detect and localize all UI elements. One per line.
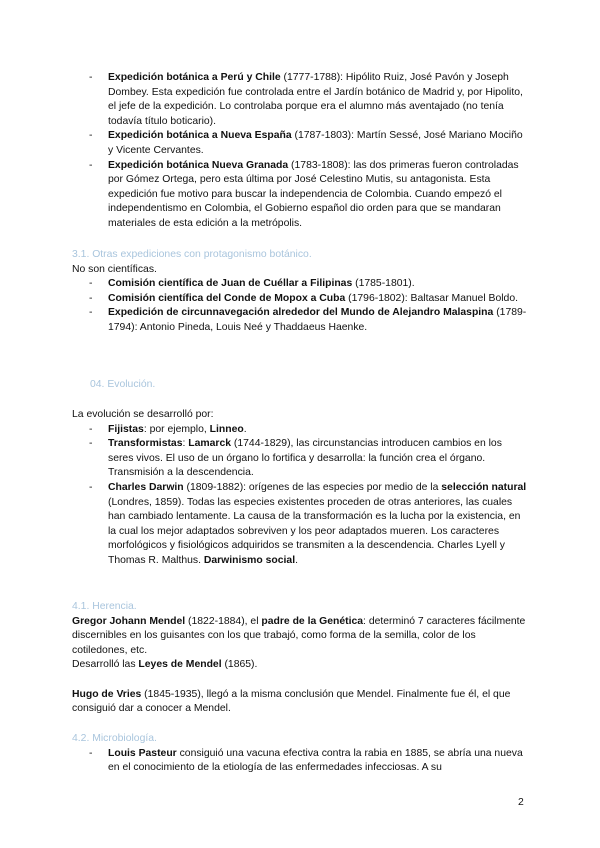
item-title: Charles Darwin xyxy=(108,481,184,493)
item-text: : xyxy=(182,438,189,450)
list-item xyxy=(72,747,530,776)
paragraph-text: Desarrolló las xyxy=(72,659,139,671)
paragraph xyxy=(72,615,530,659)
microbiology-list xyxy=(72,747,530,776)
item-text: (1796-1802): Baltasar Manuel Boldo. xyxy=(345,292,518,304)
section-heading: 4.2. Microbiología. xyxy=(72,733,157,744)
paragraph xyxy=(72,658,530,673)
item-text: (1787-1803): Martín Sessé, José Mariano Mociño y Vicente Cervantes. xyxy=(108,130,523,156)
list-item xyxy=(72,306,530,335)
expeditions-list xyxy=(72,71,530,232)
section-4-2 xyxy=(72,732,530,776)
evolution-list xyxy=(72,423,530,569)
item-text: : por ejemplo, xyxy=(143,423,210,435)
item-text: (Londres, 1859). Todas las especies existentes proceden de otras anteriores, las cuales han cambiado lentamente. La causa de la transformación es la lucha por la existencia, en la cual los mejor adaptados sobreviven y los peor adaptados mueren. Los caracteres morfológicos y fisiológicos adquiridos se transmiten a la descendencia. Charles Lyell y Thomas R. Malthus. xyxy=(108,496,521,566)
item-text: (1809-1882): orígenes de las especies por medio de la xyxy=(183,481,442,493)
list-item xyxy=(72,159,530,232)
item-text: (1777-1788): Hipólito Ruiz, José Pavón y Joseph Dombey. Esta expedición fue controlada entre el Jardín botánico de Madrid y, por Hipolito, el jefe de la expedición. Lo controlaba porque era el alumno más aventajado (no tenía todavía título boticario). xyxy=(108,72,523,127)
paragraph-text: (1865). xyxy=(221,659,258,671)
paragraph-text: (1845-1935), llegó a la misma conclusión que Mendel. Finalmente fue él, el que consiguió dar a conocer a Mendel. xyxy=(72,688,511,715)
list-item xyxy=(72,71,530,129)
item-text: (1785-1801). xyxy=(352,278,415,290)
item-text: (1789-1794): Antonio Pineda, Louis Neé y Thaddaeus Haenke. xyxy=(108,307,527,333)
list-item xyxy=(72,423,530,438)
emphasis: padre de la Genética xyxy=(261,615,364,627)
item-text: . xyxy=(295,554,298,566)
commissions-list xyxy=(72,277,530,335)
person-name: Gregor Johann Mendel xyxy=(72,615,186,627)
item-title: Expedición botánica a Perú y Chile xyxy=(108,72,281,83)
list-item xyxy=(72,437,530,481)
paragraph-text: (1822-1884), el xyxy=(185,615,262,627)
paragraph-text: : determinó 7 caracteres fácilmente discernibles en los guisantes con los que trabajó, como forma de la semilla, color de los cotiledones, etc. xyxy=(72,615,526,656)
section-intro: No son científicas. xyxy=(72,263,157,275)
section-3-1 xyxy=(72,248,530,336)
item-emphasis: selección natural xyxy=(441,481,527,493)
paragraph xyxy=(72,688,530,717)
section-heading: 4.1. Herencia. xyxy=(72,601,137,612)
item-emphasis: Linneo xyxy=(209,423,244,435)
list-item xyxy=(72,277,530,292)
item-emphasis: Lamarck xyxy=(188,438,232,450)
section-4-1 xyxy=(72,600,530,717)
list-item xyxy=(72,292,530,307)
section-intro: La evolución se desarrolló por: xyxy=(72,409,214,420)
item-emphasis: Darwinismo social xyxy=(203,554,296,566)
item-title: Transformistas xyxy=(108,438,183,450)
expeditions-list-block xyxy=(72,71,530,232)
section-heading: 3.1. Otras expediciones con protagonismo botánico. xyxy=(72,249,312,260)
list-item xyxy=(72,481,530,569)
emphasis: Leyes de Mendel xyxy=(138,659,222,671)
item-title: Louis Pasteur xyxy=(108,747,177,759)
item-text: consiguió una vacuna efectiva contra la rabia en 1885, se abría una nueva en el conocimiento de la etiología de las enfermedades infecciosas. A su xyxy=(108,747,523,774)
person-name: Hugo de Vries xyxy=(72,688,142,700)
item-title: Comisión científica del Conde de Mopox a Cuba xyxy=(108,292,346,304)
item-title: Expedición botánica Nueva Granada xyxy=(108,159,289,171)
list-item xyxy=(72,129,530,158)
item-title: Comisión científica de Juan de Cuéllar a Filipinas xyxy=(108,278,353,290)
item-title: Expedición botánica a Nueva España xyxy=(108,130,292,142)
item-text: (1783-1808): las dos primeras fueron controladas por Gómez Ortega, pero esta última por José Celestino Mutis, su antagonista. Esta expedición fue motivo para buscar la independencia de Colombia. Cuando empezó el independentismo en Colombia, el Gobierno español dio orden para que se mandaran materiales de esta edición a la metrópolis. xyxy=(108,159,519,229)
item-text: (1744-1829), las circunstancias introducen cambios en los seres vivos. El uso de un órgano lo fortifica y desarrolla: la función crea el órgano. Transmisión a la descendencia. xyxy=(108,438,502,479)
item-title: Fijistas xyxy=(108,423,144,435)
section-4-body xyxy=(72,408,530,569)
section-4-heading-block xyxy=(90,378,548,393)
page-number: 2 xyxy=(518,797,524,808)
item-title: Expedición de circunnavegación alrededor del Mundo de Alejandro Malaspina xyxy=(108,307,494,319)
item-text: . xyxy=(243,423,247,435)
section-heading: 04. Evolución. xyxy=(90,379,156,390)
